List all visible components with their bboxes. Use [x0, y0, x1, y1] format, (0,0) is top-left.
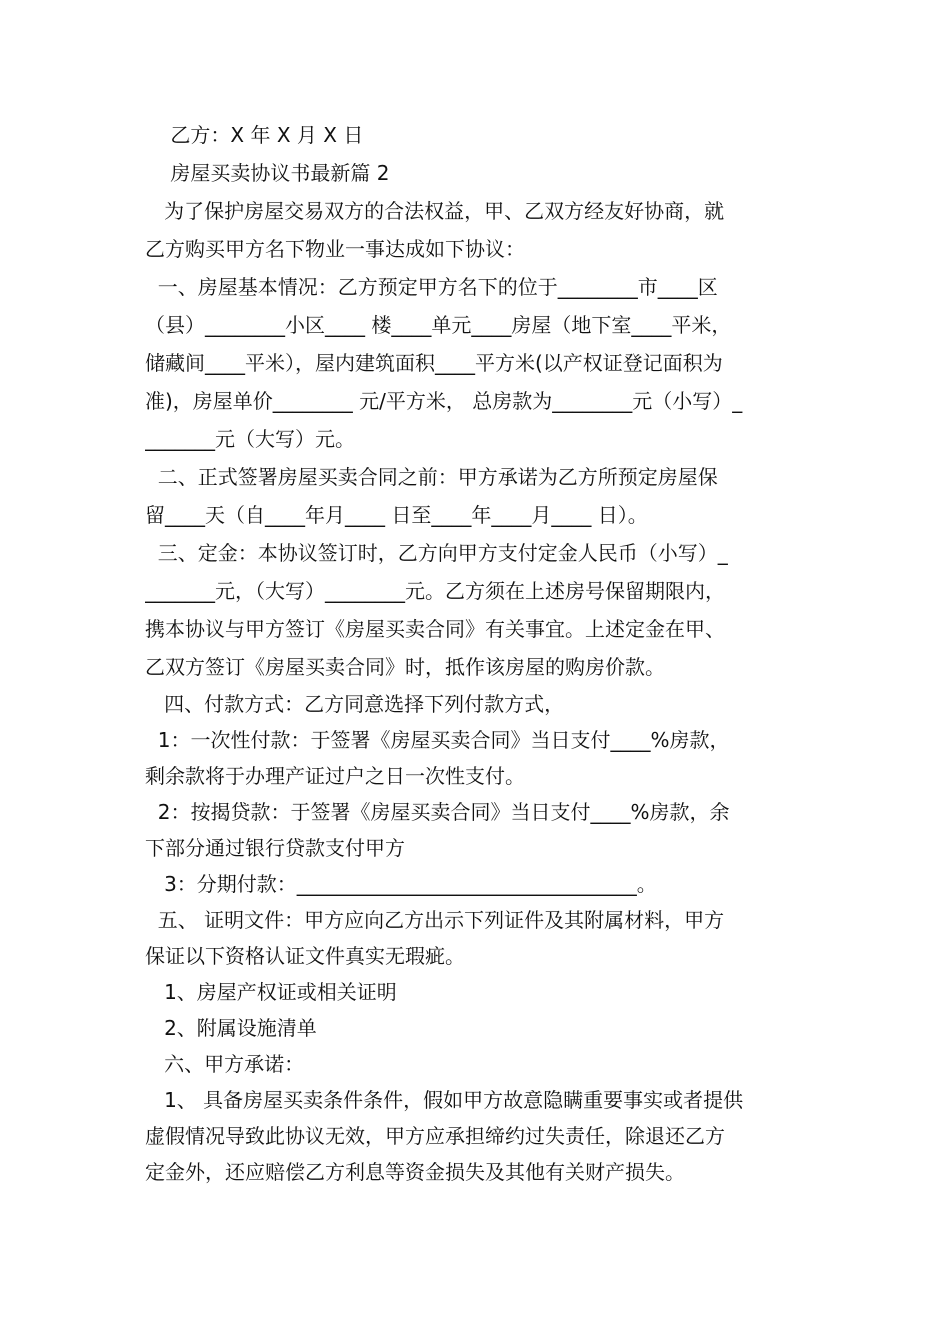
text-line: 二、正式签署房屋买卖合同之前：甲方承诺为乙方所预定房屋保: [145, 465, 718, 489]
text-line: 四、付款方式：乙方同意选择下列付款方式，: [145, 692, 565, 716]
text-line: 留____天（自____年月____ 日至____年____月____ 日）。: [145, 503, 648, 527]
text-line: 六、甲方承诺：: [145, 1052, 305, 1076]
text-line: 1：一次性付款：于签署《房屋买卖合同》当日支付____%房款，: [145, 728, 730, 752]
text-line: 乙双方签订《房屋买卖合同》时，抵作该房屋的购房价款。: [145, 655, 665, 679]
text-line: 1、房屋产权证或相关证明: [145, 980, 397, 1004]
text-line: 五、 证明文件：甲方应向乙方出示下列证件及其附属材料，甲方: [145, 908, 725, 932]
text-line: 下部分通过银行贷款支付甲方: [145, 836, 405, 860]
section-title: 房屋买卖协议书最新篇 2: [145, 161, 390, 185]
document-body: [145, 116, 810, 1190]
text-line: 剩余款将于办理产证过户之日一次性支付。: [145, 764, 525, 788]
text-line: 一、房屋基本情况：乙方预定甲方名下的位于________市____区: [145, 275, 718, 299]
text-line: 虚假情况导致此协议无效，甲方应承担缔约过失责任，除退还乙方: [145, 1124, 725, 1148]
text-line: 储藏间____平米），屋内建筑面积____平方米(以产权证登记面积为: [145, 351, 723, 375]
text-line: 携本协议与甲方签订《房屋买卖合同》有关事宜。上述定金在甲、: [145, 617, 725, 641]
text-line: _______元，（大写）________元。乙方须在上述房号保留期限内，: [145, 579, 725, 603]
text-line: 1、 具备房屋买卖条件条件，假如甲方故意隐瞒重要事实或者提供: [145, 1088, 744, 1112]
text-line: 乙方：X 年 X 月 X 日: [145, 123, 364, 147]
text-line: 准)，房屋单价________ 元/平方米， 总房款为________元（小写）_: [145, 389, 743, 413]
text-line: （县）________小区____ 楼____单元____房屋（地下室____平米，: [145, 313, 732, 337]
text-line: 2：按揭贷款：于签署《房屋买卖合同》当日支付____%房款，余: [145, 800, 730, 824]
text-line: 三、定金：本协议签订时，乙方向甲方支付定金人民币（小写）_: [145, 541, 728, 565]
text-line: 保证以下资格认证文件真实无瑕疵。: [145, 944, 465, 968]
text-line: 为了保护房屋交易双方的合法权益，甲、乙双方经友好协商，就: [145, 199, 725, 223]
text-line: 乙方购买甲方名下物业一事达成如下协议：: [145, 237, 525, 261]
text-line: _______元（大写）元。: [145, 427, 355, 451]
text-line: 2、附属设施清单: [145, 1016, 317, 1040]
text-line: 定金外，还应赔偿乙方利息等资金损失及其他有关财产损失。: [145, 1160, 685, 1184]
text-line: 3：分期付款：__________________________________。: [145, 872, 657, 896]
